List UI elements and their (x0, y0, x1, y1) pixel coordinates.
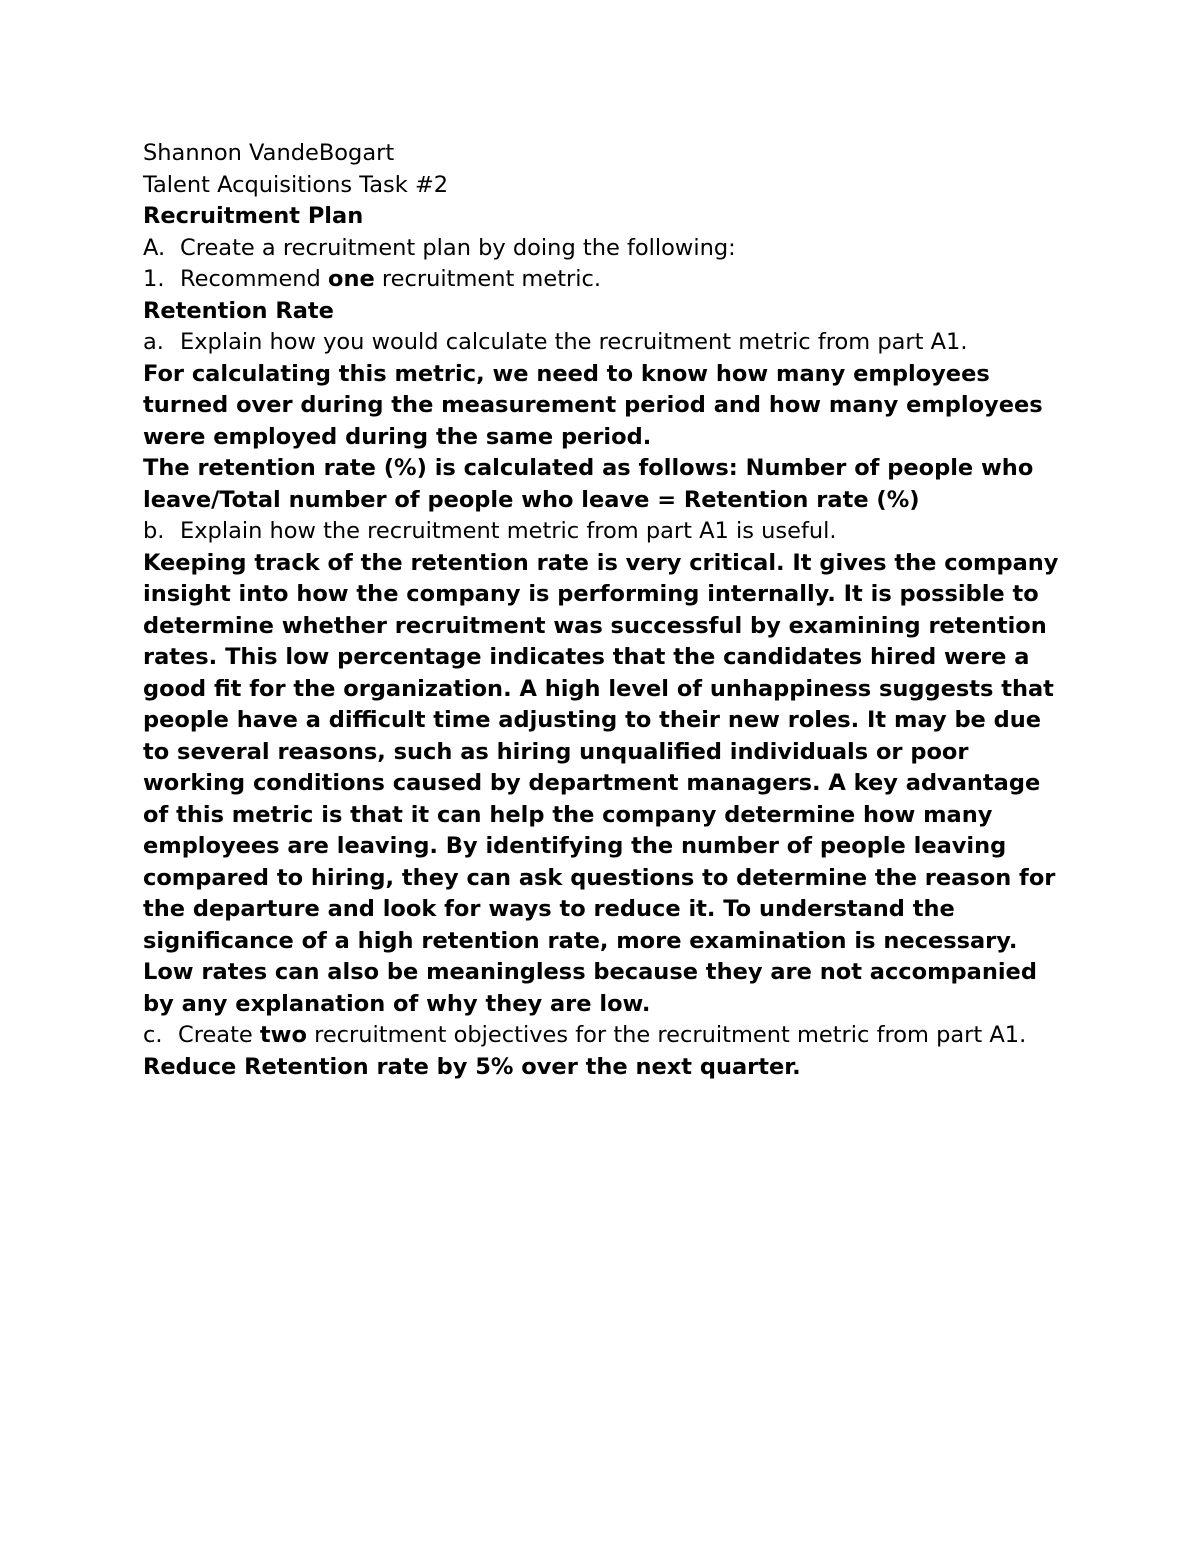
item-c-text-after: recruitment objectives for the recruitment metric from part A1. (306, 1022, 1027, 1048)
item-b-marker: b. (143, 518, 165, 544)
item-b-text: Explain how the recruitment metric from part A1 is useful. (180, 518, 837, 544)
item-a-lower-text: Explain how you would calculate the recruitment metric from part A1. (180, 329, 968, 355)
item-c (143, 1020, 1063, 1052)
item-1-marker: 1. (143, 266, 165, 292)
item-a-lower-marker: a. (143, 329, 164, 355)
answer-b-paragraph: Keeping track of the retention rate is very critical. It gives the company insight into how the company is performing internally. It is possible to determine whether recruitment was successful by examining retention rates. This low percentage indicates that the candidates hired were a good fit for the organization. A high level of unhappiness suggests that people have a difficult time adjusting to their new roles. It may be due to several reasons, such as hiring unqualified individuals or poor working conditions caused by department managers. A key advantage of this metric is that it can help the company determine how many employees are leaving. By identifying the number of people leaving compared to hiring, they can ask questions to determine the reason for the departure and look for ways to reduce it. To understand the significance of a high retention rate, more examination is necessary. Low rates can also be meaningless because they are not accompanied by any explanation of why they are low. (143, 549, 1059, 1017)
item-a-text: Create a recruitment plan by doing the following: (180, 234, 736, 261)
task-title: Talent Acquisitions Task #2 (143, 171, 449, 198)
item-1-text-before: Recommend (180, 266, 328, 292)
section-heading: Recruitment Plan (143, 203, 364, 229)
item-c-emphasis: two (259, 1022, 307, 1048)
author-name: Shannon VandeBogart (143, 140, 395, 166)
item-b (143, 516, 1063, 548)
metric-answer: Retention Rate (143, 297, 334, 324)
item-c-text-before: Create (178, 1022, 260, 1048)
item-1 (143, 264, 1063, 296)
item-a (143, 233, 1063, 265)
item-c-marker: c. (143, 1022, 163, 1048)
answer-c-paragraph: Reduce Retention rate by 5% over the next quarter. (143, 1053, 801, 1080)
item-1-text-after: recruitment metric. (374, 266, 602, 292)
item-1-emphasis: one (327, 266, 375, 292)
answer-a-paragraph-2: The retention rate (%) is calculated as follows: Number of people who leave/Total number of people who leave = Retention rate (%) (143, 455, 1034, 513)
item-a-marker: A. (143, 234, 166, 261)
item-a-lower (143, 327, 1063, 359)
answer-a-paragraph-1: For calculating this metric, we need to know how many employees turned over during the measurement period and how many employees were employed during the same period. (143, 360, 1043, 450)
document-page (143, 138, 1063, 1083)
